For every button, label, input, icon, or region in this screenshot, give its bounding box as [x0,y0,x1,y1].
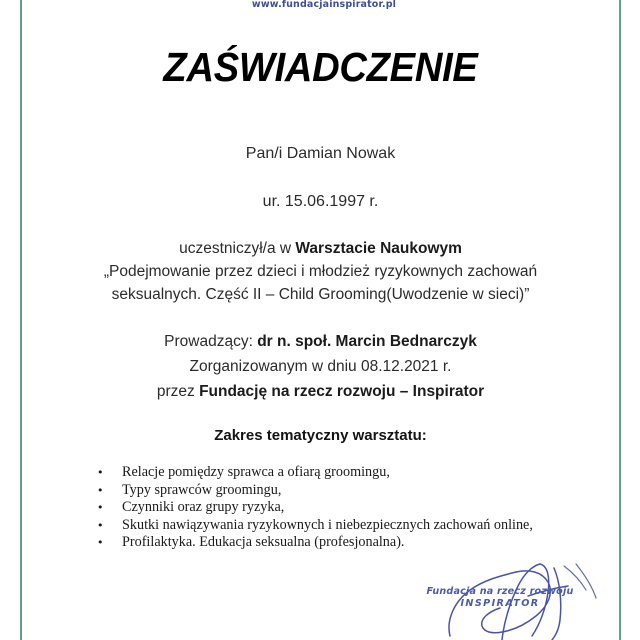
organization-website-url: www.fundacjainspirator.pl [251,0,397,10]
list-item [94,464,533,482]
list-item-label: Profilaktyka. Edukacja seksualna (profesjonalna). [122,534,405,551]
workshop-title-line-2: seksualnych. Część II – Child Grooming(Uwodzenie w sieci)” [111,286,530,303]
participation-statement [22,240,619,258]
page-title: ZAŚWIADCZENIE [163,44,478,90]
organizer-prefix-text: przez [156,383,200,400]
list-item-label: Relacje pomiędzy sprawca a ofiarą groomingu, [122,464,390,480]
workshop-type-label: Warsztacie Naukowym [295,240,462,257]
stamp-organization-line: Fundacja na rzecz rozwoju [426,586,574,597]
bullet-icon: • [97,536,104,550]
right-border-rule [619,0,621,640]
organizer-name: Fundację na rzecz rozwoju – Inspirator [199,383,485,400]
list-item [94,482,533,500]
list-item-label: Skutki nawiązywania ryzykownych i niebezpiecznych zachowań online, [122,516,533,533]
list-item-label: Typy sprawców groomingu, [122,481,282,498]
participation-prefix-text: uczestniczył/a w [179,240,296,257]
list-item [94,517,533,535]
presenter-name: dr n. społ. Marcin Bednarczyk [257,333,477,350]
bullet-icon: • [97,518,104,532]
organization-stamp [424,586,614,640]
topic-list [94,464,533,552]
presenter-statement [22,333,619,351]
workshop-title-line-1: „Podejmowanie przez dzieci i młodzież ryzykownych zachowań [103,263,538,280]
organized-date: Zorganizowanym w dniu 08.12.2021 r. [189,358,452,375]
list-item [94,534,533,552]
bullet-icon: • [97,483,104,497]
bullet-icon: • [97,501,104,515]
recipient-birth-date: ur. 15.06.1997 r. [262,193,379,210]
certificate-content [22,0,619,640]
presenter-prefix-text: Prowadzący: [164,333,258,350]
stamp-organization-name: INSPIRATOR [460,598,540,609]
scope-heading: Zakres tematyczny warsztatu: [214,427,427,444]
list-item-label: Czynniki oraz grupy ryzyka, [122,499,285,516]
organizer-statement [22,383,619,401]
bullet-icon: • [97,466,104,479]
list-item [94,499,533,517]
recipient-name: Pan/i Damian Nowak [245,145,396,162]
